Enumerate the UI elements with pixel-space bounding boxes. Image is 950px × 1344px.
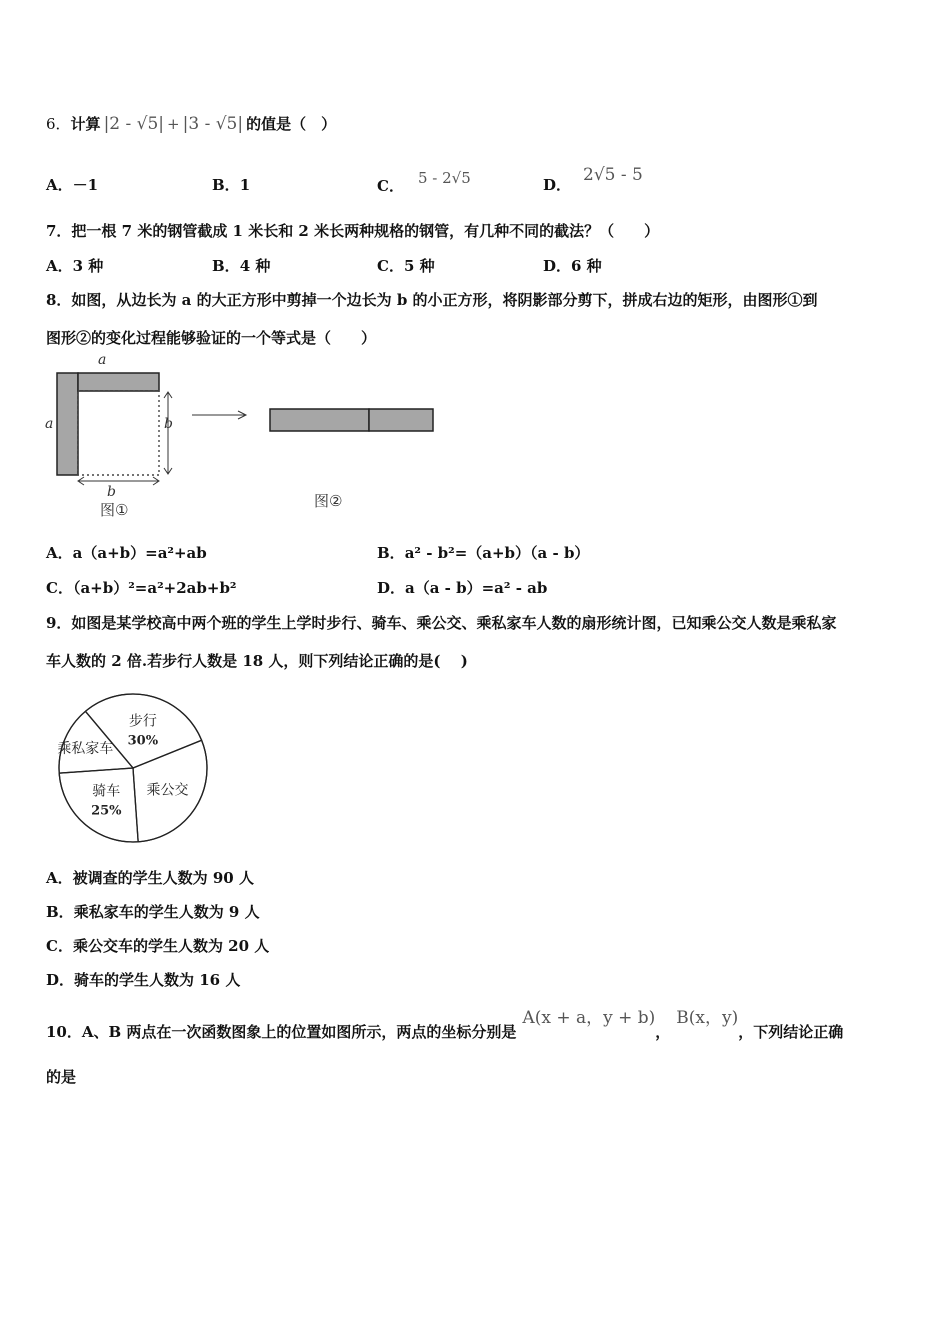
q8-option-d[interactable]: D．a（a - b）=a² - ab bbox=[377, 579, 548, 597]
q6-option-a[interactable]: A．－1 bbox=[46, 176, 99, 194]
q6-pre: 计算 bbox=[70, 115, 101, 133]
pie-slice-percent: 25% bbox=[91, 803, 122, 819]
q6-abs2: |3 - √5| bbox=[182, 114, 244, 134]
q10-sep: ， bbox=[655, 1023, 671, 1041]
q9-option-d[interactable]: D．骑车的学生人数为 16 人 bbox=[46, 971, 241, 989]
q8-option-c[interactable]: C．（a+b）²=a²+2ab+b² bbox=[46, 579, 237, 597]
q7-stem: 7．把一根 7 米的钢管截成 1 米长和 2 米长两种规格的钢管，有几种不同的截法？（ ） bbox=[46, 222, 660, 240]
q8-option-b[interactable]: B．a² - b²=（a+b）（a - b） bbox=[377, 544, 590, 562]
fig1-label-a-left: a bbox=[45, 416, 54, 432]
q10-pre: 10．A、B 两点在一次函数图象上的位置如图所示，两点的坐标分别是 bbox=[46, 1023, 517, 1041]
fig1-label-b-bottom: b bbox=[107, 484, 116, 500]
q9-pie-chart bbox=[50, 690, 220, 850]
q6-stem bbox=[46, 113, 336, 134]
q8-figure bbox=[40, 348, 460, 528]
q10-coord-b: B(x，y) bbox=[676, 1008, 739, 1028]
fig1-label-a-top: a bbox=[98, 352, 107, 368]
pie-slice-label: 步行 bbox=[128, 713, 157, 730]
q9-stem-line2: 车人数的 2 倍.若步行人数是 18 人，则下列结论正确的是( ) bbox=[46, 652, 468, 670]
pie-slice-label: 乘公交 bbox=[146, 782, 189, 799]
pie-slice-percent: 30% bbox=[127, 733, 159, 749]
q6-post: 的值是（ ） bbox=[246, 115, 337, 133]
q8-stem-line2: 图形②的变化过程能够验证的一个等式是（ ） bbox=[46, 329, 377, 347]
q6-option-d[interactable]: D． 2√5 - 5 bbox=[543, 165, 643, 194]
pie-slice-label: 乘私家车 bbox=[57, 740, 114, 757]
fig2-rect-right bbox=[369, 409, 433, 431]
fig1-caption: 图① bbox=[100, 501, 129, 519]
q6-option-b[interactable]: B．1 bbox=[212, 176, 251, 194]
pie-slice-label: 骑车 bbox=[92, 783, 121, 800]
fig1-shaded-top bbox=[78, 373, 159, 391]
fig2-caption: 图② bbox=[314, 492, 343, 510]
q8-option-a[interactable]: A．a（a+b）=a²+ab bbox=[46, 544, 207, 562]
q8-stem-line1: 8．如图，从边长为 a 的大正方形中剪掉一个边长为 b 的小正方形，将阴影部分剪下，拼成右边的矩形，由图形①到 bbox=[46, 291, 818, 309]
fig1-shaded-left bbox=[57, 373, 78, 475]
q6-number: 6． bbox=[46, 115, 71, 133]
q10-stem-line2: 的是 bbox=[46, 1068, 77, 1086]
q10-post: ，下列结论正确 bbox=[738, 1023, 844, 1041]
q6-abs1: |2 - √5| bbox=[103, 114, 165, 134]
q9-option-c[interactable]: C．乘公交车的学生人数为 20 人 bbox=[46, 937, 270, 955]
q7-option-b[interactable]: B．4 种 bbox=[212, 257, 271, 275]
fig2-rect-left bbox=[270, 409, 369, 431]
q6-plus: + bbox=[167, 115, 180, 133]
fig1-label-b-right: b bbox=[164, 416, 173, 432]
q9-stem-line1: 9．如图是某学校高中两个班的学生上学时步行、骑车、乘公交、乘私家车人数的扇形统计图，已知乘公交人数是乘私家 bbox=[46, 614, 837, 632]
q9-option-a[interactable]: A．被调查的学生人数为 90 人 bbox=[46, 869, 254, 887]
q9-option-b[interactable]: B．乘私家车的学生人数为 9 人 bbox=[46, 903, 260, 921]
q6-option-c[interactable]: C． 5 - 2√5 bbox=[377, 169, 471, 195]
fig1-small-square bbox=[78, 391, 159, 475]
q7-option-d[interactable]: D．6 种 bbox=[543, 257, 602, 275]
q7-option-a[interactable]: A．3 种 bbox=[46, 257, 104, 275]
q10-stem-line1 bbox=[46, 1003, 844, 1041]
q10-coord-a: A(x + a，y + b) bbox=[522, 1008, 656, 1028]
q7-option-c[interactable]: C．5 种 bbox=[377, 257, 435, 275]
